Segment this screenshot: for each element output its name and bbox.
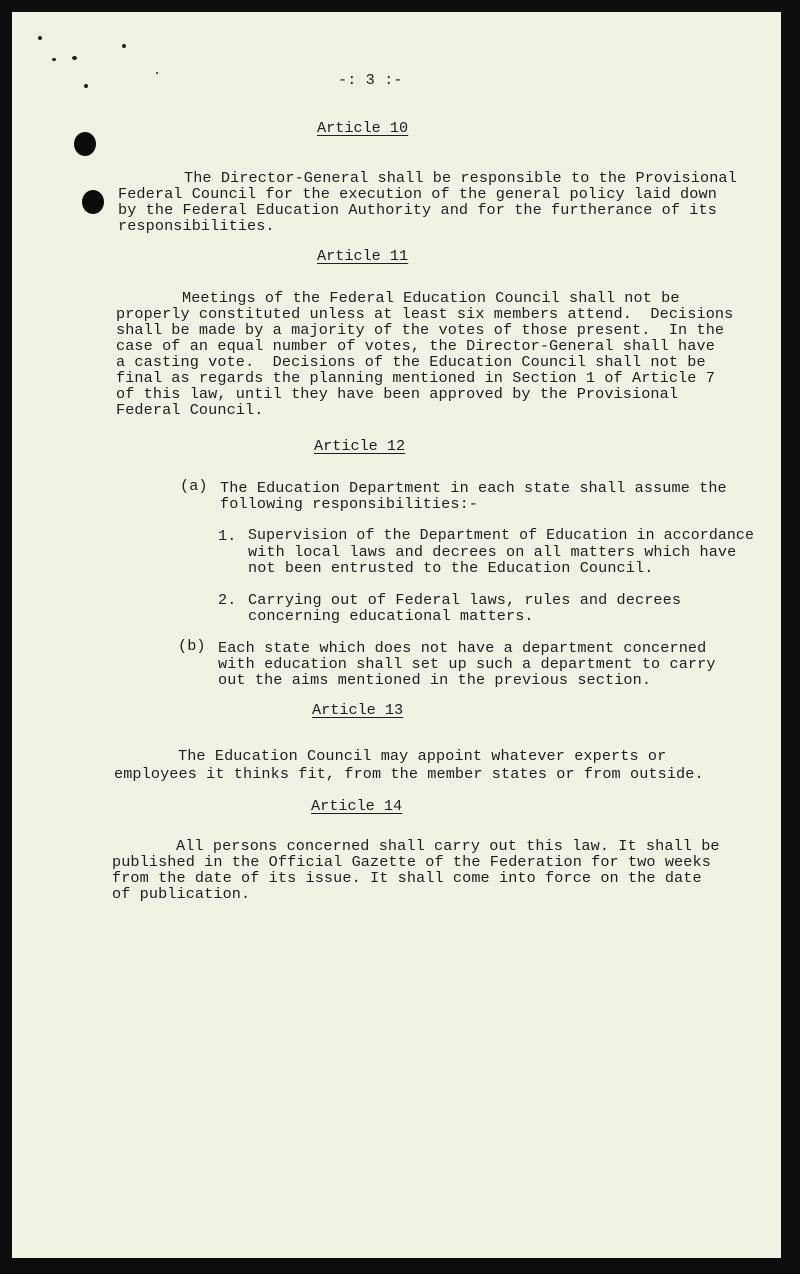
article-12-item-line: Carrying out of Federal laws, rules and decrees (248, 591, 682, 609)
article-12-b-line: out the aims mentioned in the previous section. (218, 671, 652, 689)
article-11-line: of this law, until they have been approved by the Provisional (116, 385, 679, 403)
article-12-item-line: not been entrusted to the Education Council. (248, 559, 654, 577)
speck (52, 58, 56, 61)
article-12-heading: Article 12 (314, 437, 406, 455)
article-11-line: final as regards the planning mentioned in Section 1 of Article 7 (116, 369, 715, 387)
article-11-line: shall be made by a majority of the votes of those present. In the (116, 321, 725, 339)
speck (72, 56, 77, 60)
speck (122, 44, 126, 48)
speck (38, 36, 42, 40)
article-12-item-number: 1. (218, 527, 237, 545)
article-11-line: case of an equal number of votes, the Director-General shall have (116, 337, 715, 355)
article-14-line: published in the Official Gazette of the Federation for two weeks (112, 853, 711, 871)
article-14-heading: Article 14 (311, 797, 403, 815)
article-11-line: a casting vote. Decisions of the Education Council shall not be (116, 353, 706, 371)
article-10-line: by the Federal Education Authority and for the furtherance of its (118, 201, 717, 219)
article-11-line: properly constituted unless at least six members attend. Decisions (116, 305, 734, 323)
document-page (12, 12, 781, 1258)
article-10-line: Federal Council for the execution of the general policy laid down (118, 185, 717, 203)
article-14-line: from the date of its issue. It shall come into force on the date (112, 869, 702, 887)
article-10-line: The Director-General shall be responsible to the Provisional (184, 169, 737, 187)
article-12-a-marker: (a) (180, 477, 208, 495)
article-12-a-line: The Education Department in each state shall assume the (220, 479, 727, 497)
article-12-item-line: Supervision of the Department of Education in accordance (248, 528, 755, 544)
article-12-item-line: concerning educational matters. (248, 607, 534, 625)
page-number: -: 3 :- (338, 71, 403, 89)
speck (84, 84, 88, 88)
article-13-line: The Education Council may appoint whatever experts or (178, 747, 667, 765)
article-11-heading: Article 11 (317, 247, 409, 265)
article-12-item-line: with local laws and decrees on all matters which have (248, 543, 737, 561)
article-12-a-line: following responsibilities:- (220, 495, 478, 513)
article-13-heading: Article 13 (312, 701, 404, 719)
article-11-line: Meetings of the Federal Education Council shall not be (182, 289, 680, 307)
article-12-b-line: with education shall set up such a department to carry (218, 655, 716, 673)
punch-hole-top (74, 132, 96, 156)
article-10-heading: Article 10 (317, 119, 409, 137)
article-11-line: Federal Council. (116, 401, 264, 419)
punch-hole-middle (82, 190, 104, 214)
article-12-item-number: 2. (218, 591, 237, 609)
article-14-line: All persons concerned shall carry out this law. It shall be (176, 837, 720, 855)
article-12-b-line: Each state which does not have a department concerned (218, 639, 707, 657)
article-13-line: employees it thinks fit, from the member states or from outside. (114, 765, 704, 783)
speck (156, 72, 158, 74)
article-14-line: of publication. (112, 885, 251, 903)
article-12-b-marker: (b) (178, 637, 206, 655)
article-10-line: responsibilities. (118, 217, 275, 235)
